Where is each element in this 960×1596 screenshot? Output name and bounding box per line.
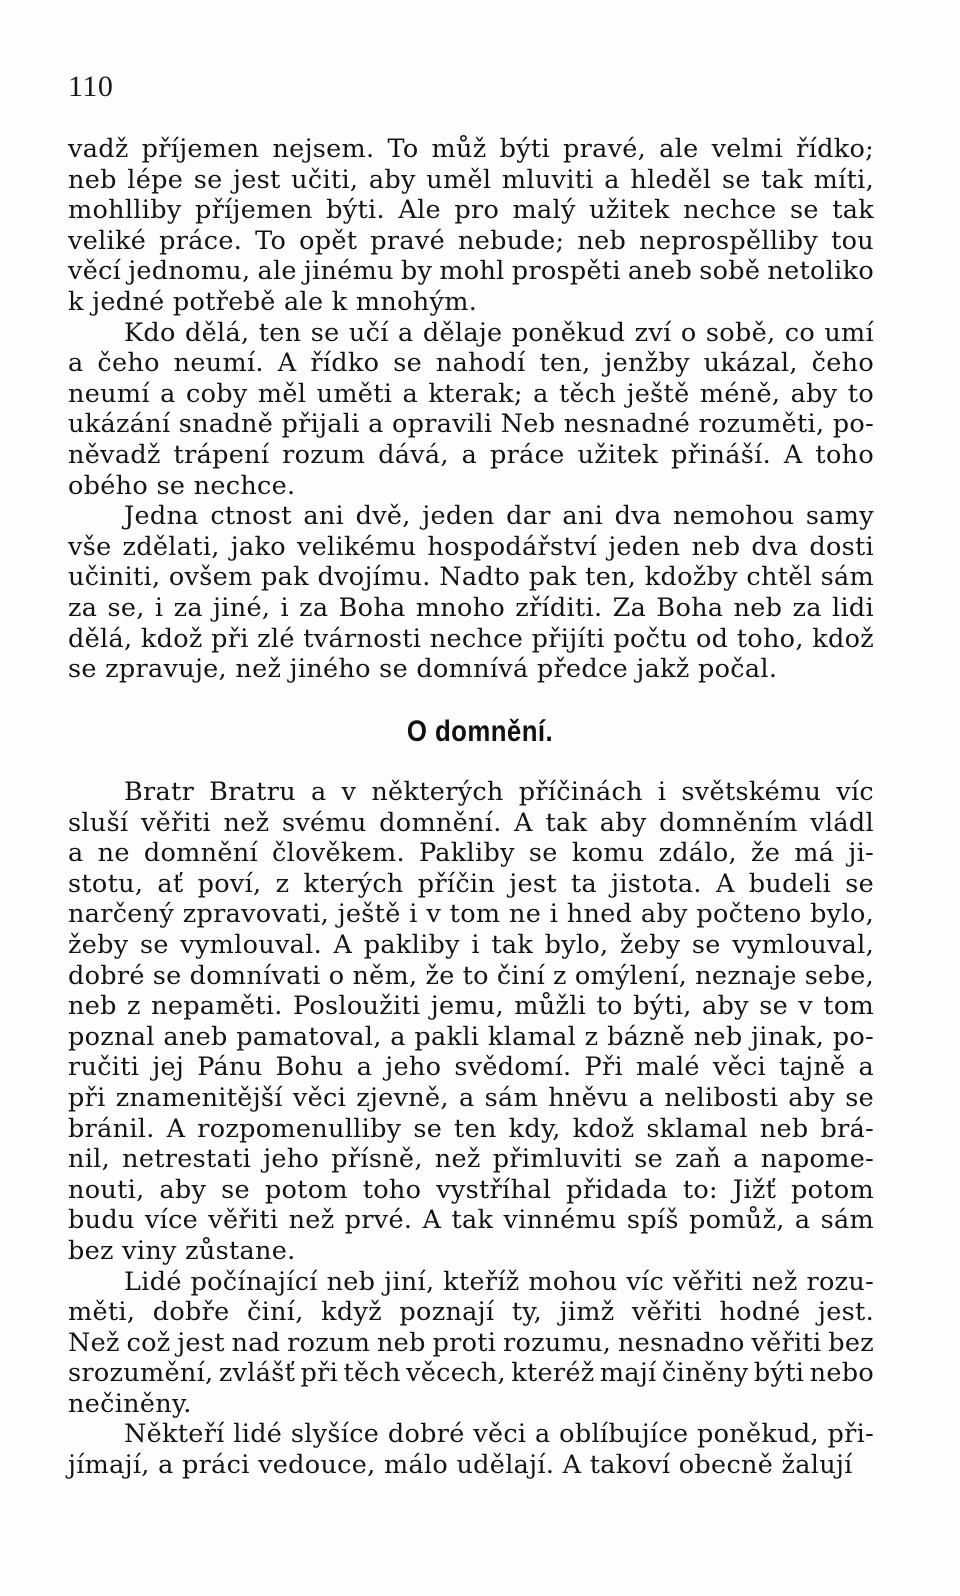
text-line: učiniti, ovšem pak dvojímu. Nadto pak ten, kdožby chtěl sám xyxy=(68,562,874,593)
text-line: srozumění, zvlášť při těch věcech, kteréž mají činěny býti nebo xyxy=(68,1358,874,1389)
text-line: ukázání snadně přijali a opravili Neb nesnadné rozuměti, po- xyxy=(68,409,874,440)
text-line: věcí jednomu, ale jinému by mohl prospěti aneb sobě netoliko xyxy=(68,256,874,287)
text-line: neb lépe se jest učiti, aby uměl mluviti a hleděl se tak míti, xyxy=(68,164,874,195)
text-line: stotu, ať poví, z kterých příčin jest ta jistota. A budeli se xyxy=(68,868,874,899)
text-line: k jedné potřebě ale k mnohým. xyxy=(68,286,478,317)
text-line: poznal aneb pamatoval, a pakli klamal z bázně neb jinak, po- xyxy=(68,1021,874,1052)
text-line: bránil. A rozpomenulliby se ten kdy, kdož sklamal neb brá- xyxy=(68,1113,874,1144)
text-line: budu více věřiti než prvé. A tak vinnému spíš pomůž, a sám xyxy=(68,1205,874,1236)
text-line: nouti, aby se potom toho vystříhal přidada to: Jižť potom xyxy=(68,1174,874,1205)
text-line: vadž příjemen nejsem. To můž býti pravé, ale velmi řídko; xyxy=(68,134,874,164)
text-line: ručiti jej Pánu Bohu a jeho svědomí. Při malé věci tajně a xyxy=(68,1052,874,1083)
text-line: něvadž trápení rozum dává, a práce užitek přináší. A toho xyxy=(68,439,874,470)
text-line: Jedna ctnost ani dvě, jeden dar ani dva nemohou samy xyxy=(124,501,874,532)
text-line: neb z nepaměti. Posloužiti jemu, můžli to býti, aby se v tom xyxy=(68,991,874,1022)
section-2-text xyxy=(68,777,874,1481)
text-line: veliké práce. To opět pravé nebude; neb neprospělliby tou xyxy=(68,225,874,256)
text-line: za se, i za jiné, i za Boha mnoho zříditi. Za Boha neb za lidi xyxy=(68,592,874,623)
text-line: nečiněny. xyxy=(68,1388,192,1419)
text-line: Než což jest nad rozum neb proti rozumu, nesnadno věřiti bez xyxy=(68,1327,874,1358)
text-line: obého se nechce. xyxy=(68,470,296,501)
text-line: se zpravuje, než jiného se domnívá předce jakž počal. xyxy=(68,654,778,685)
text-line: bez viny zůstane. xyxy=(68,1235,296,1266)
text-line: Kdo dělá, ten se učí a dělaje poněkud zví o sobě, co umí xyxy=(124,317,874,348)
text-line: Lidé počínající neb jiní, kteříž mohou víc věřiti než rozu- xyxy=(124,1266,874,1297)
text-line: sluší věřiti než svému domnění. A tak aby domněním vládl xyxy=(68,807,874,838)
text-line: Někteří lidé slyšíce dobré věci a oblíbujíce poněkud, při- xyxy=(124,1419,874,1450)
page-number: 110 xyxy=(68,70,114,103)
text-line: jímají, a práci vedouce, málo udělají. A takoví obecně žalují xyxy=(68,1450,853,1481)
section-heading: O domnění. xyxy=(406,715,554,748)
text-line: měti, dobře činí, když poznají ty, jimž věřiti hodné jest. xyxy=(68,1297,874,1328)
text-line: dělá, kdož při zlé tvárnosti nechce přijíti počtu od toho, kdož xyxy=(68,623,874,654)
text-line: dobré se domnívati o něm, že to činí z omýlení, neznaje sebe, xyxy=(68,960,874,991)
text-line: vše zdělati, jako velikému hospodářství jeden neb dva dosti xyxy=(68,531,874,562)
text-line: Bratr Bratru a v některých příčinách i světskému víc xyxy=(124,777,874,807)
text-line: a čeho neumí. A řídko se nahodí ten, jenžby ukázal, čeho xyxy=(68,348,874,379)
text-line: a ne domnění člověkem. Pakliby se komu zdálo, že má ji- xyxy=(68,838,874,869)
text-line: při znamenitější věci zjevně, a sám hněvu a nelibosti aby se xyxy=(68,1082,874,1113)
text-line: neumí a coby měl uměti a kterak; a těch ještě méně, aby to xyxy=(68,378,874,409)
text-line: narčený zpravovati, ještě i v tom ne i hned aby počteno bylo, xyxy=(68,899,874,930)
text-line: žeby se vymlouval. A pakliby i tak bylo, žeby se vymlouval, xyxy=(68,929,874,960)
section-1-text xyxy=(68,134,874,685)
text-line: mohlliby příjemen býti. Ale pro malý užitek nechce se tak xyxy=(68,195,874,226)
text-line: nil, netrestati jeho přísně, než přimluviti se zaň a napome- xyxy=(68,1144,874,1175)
